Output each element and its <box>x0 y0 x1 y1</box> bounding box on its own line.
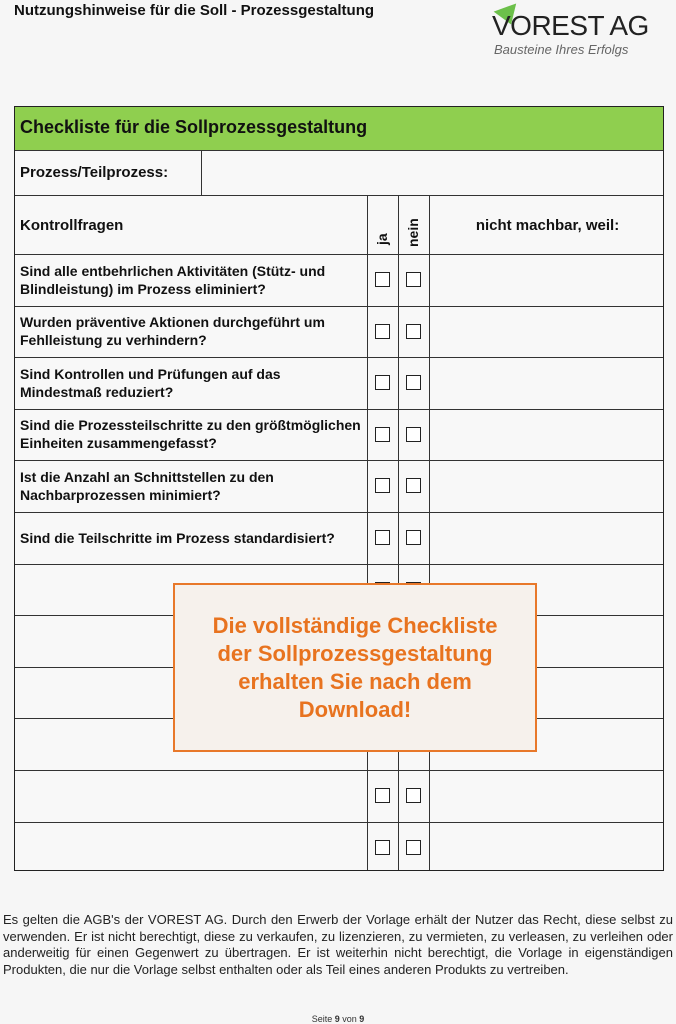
download-notice-text: Die vollständige Checkliste der Sollprozessgestaltung erhalten Sie nach dem Download! <box>212 612 498 722</box>
question-text <box>20 770 365 821</box>
checkbox-yes[interactable] <box>375 840 390 855</box>
reason-field[interactable] <box>430 460 663 511</box>
question-text: Wurden präventive Aktionen durchgeführt um Fehlleistung zu verhindern? <box>20 314 325 349</box>
checkbox-no[interactable] <box>406 324 421 339</box>
checkbox-yes[interactable] <box>375 324 390 339</box>
col-header-no: nein <box>405 218 421 247</box>
logo-name: VOREST AG <box>492 10 649 41</box>
checkbox-no[interactable] <box>406 478 421 493</box>
checkbox-no[interactable] <box>406 530 421 545</box>
checkbox-no[interactable] <box>406 427 421 442</box>
page-sep: von <box>342 1014 357 1024</box>
download-notice <box>173 583 537 752</box>
checklist-title: Checkliste für die Sollprozessgestaltung <box>20 117 368 137</box>
logo-tagline: Bausteine Ihres Erfolgs <box>494 42 629 57</box>
col-header-reason: nicht machbar, weil: <box>475 217 620 234</box>
page-current: 9 <box>334 1014 340 1024</box>
checkbox-no[interactable] <box>406 272 421 287</box>
reason-field[interactable] <box>430 254 663 305</box>
reason-field[interactable] <box>430 409 663 460</box>
checkbox-yes[interactable] <box>375 530 390 545</box>
col-header-yes: ja <box>374 233 390 245</box>
reason-field[interactable] <box>430 822 663 873</box>
process-input[interactable] <box>202 150 663 195</box>
process-label: Prozess/Teilprozess: <box>20 164 169 181</box>
col-header-questions: Kontrollfragen <box>20 217 124 234</box>
reason-field[interactable] <box>430 357 663 408</box>
legal-notice: Es gelten die AGB's der VOREST AG. Durch den Erwerb der Vorlage erhält der Nutzer das Recht, diese selbst zu verwenden. Er ist nicht berechtigt, diese zu verkaufen, zu lizenzieren, zu vermieten, zu verleasen, zu verleihen oder anderweitig für einen Gegenwert zu übertragen. Er ist weiterhin nicht berechtigt, die Vorlage in eigenständigen Produkten, die nur die Vorlage selbst enthalten oder als Teil eines anderen Produkts zu vertreiben. <box>3 912 673 977</box>
reason-field[interactable] <box>430 770 663 821</box>
checkbox-yes[interactable] <box>375 272 390 287</box>
checkbox-yes[interactable] <box>375 375 390 390</box>
page-prefix: Seite <box>311 1014 333 1024</box>
page-number <box>0 1014 676 1024</box>
question-text: Sind die Prozessteilschritte zu den größtmöglichen Einheiten zusammengefasst? <box>20 417 361 452</box>
question-text: Ist die Anzahl an Schnittstellen zu den Nachbarprozessen minimiert? <box>20 468 274 503</box>
question-text: Sind alle entbehrlichen Aktivitäten (Stütz- und Blindleistung) im Prozess eliminiert? <box>20 262 326 297</box>
reason-field[interactable] <box>430 512 663 563</box>
checklist-title-bar <box>15 107 663 151</box>
checkbox-yes[interactable] <box>375 427 390 442</box>
divider <box>15 195 663 196</box>
divider <box>367 195 368 870</box>
question-text <box>20 822 365 873</box>
page-total: 9 <box>359 1014 365 1024</box>
divider <box>398 195 399 870</box>
question-text: Sind Kontrollen und Prüfungen auf das Mindestmaß reduziert? <box>20 365 281 400</box>
checkbox-no[interactable] <box>406 840 421 855</box>
question-text: Sind die Teilschritte im Prozess standardisiert? <box>20 529 335 546</box>
checkbox-yes[interactable] <box>375 478 390 493</box>
checkbox-yes[interactable] <box>375 788 390 803</box>
reason-field[interactable] <box>430 306 663 357</box>
checkbox-no[interactable] <box>406 788 421 803</box>
checkbox-no[interactable] <box>406 375 421 390</box>
vorest-logo <box>490 4 660 60</box>
document-title: Nutzungshinweise für die Soll - Prozessgestaltung <box>14 2 375 19</box>
checklist-table <box>14 106 664 871</box>
